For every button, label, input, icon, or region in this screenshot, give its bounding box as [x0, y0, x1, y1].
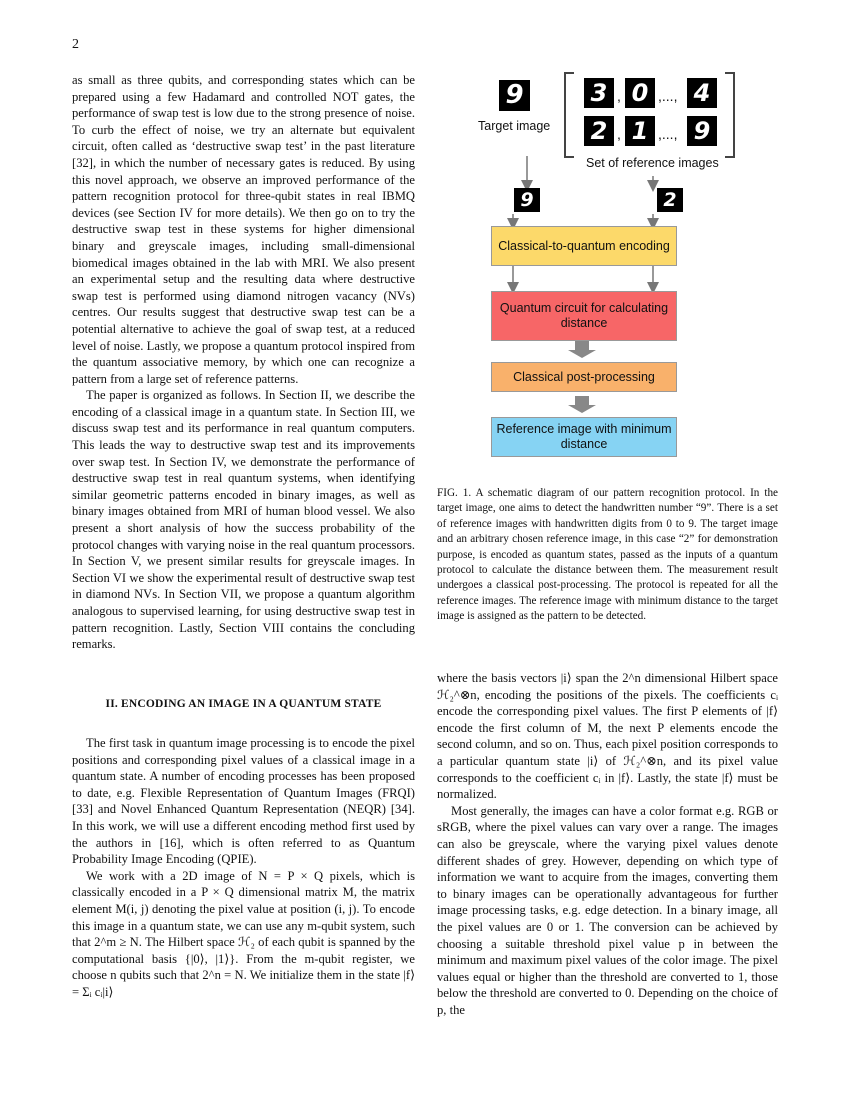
right-bracket	[725, 72, 735, 158]
reference-set-label: Set of reference images	[586, 156, 719, 170]
left-bracket	[564, 72, 574, 158]
figure-1-diagram	[437, 66, 778, 476]
figure-caption: FIG. 1. A schematic diagram of our pattern recognition protocol. In the target image, one aims to detect the handwritten number “9”. There is a set of reference images with handwritten digits from 0 to 9. The target image and an arbitrary chosen reference image, in this case “2” for demonstration purpose, is encoded as quantum states, passed as the inputs of a quantum protocol to calculate the distance between them. The measurement result undergoes a classical post-processing. The protocol is repeated for all the reference images. The reference image with minimum distance to the target image is assigned as the pattern to be detected.	[437, 487, 778, 623]
quantum-circuit-box: Quantum circuit for calculating distance	[491, 291, 677, 341]
input-digit-reference: 2	[657, 188, 683, 212]
input-digit-target: 9	[514, 188, 540, 212]
reference-digit-1: 1	[625, 116, 655, 146]
page-number: 2	[72, 37, 79, 52]
separator-comma: ,	[617, 126, 621, 142]
target-digit-image: 9	[499, 80, 530, 111]
left-column-intro	[72, 72, 415, 653]
block-arrow-2	[568, 396, 596, 413]
result-box: Reference image with minimum distance	[491, 417, 677, 457]
target-image-label: Target image	[478, 119, 551, 133]
reference-digit-2: 2	[584, 116, 614, 146]
reference-digit-4: 4	[687, 78, 717, 108]
right-column-encoding	[437, 670, 778, 1018]
encoding-box: Classical-to-quantum encoding	[491, 226, 677, 266]
encoding-paragraph-1: The first task in quantum image processing is to encode the pixel positions and corresponding pixel values of a classical image in a quantum state. A number of encoding processes has been proposed to date, e.g. Flexible Representation of Quantum Images (FRQI) [33] and Novel Enhanced Quantum Representation (NEQR) [34]. In this work, we will use a different encoding method first used by the authors in [16], which is often referred to as Quantum Probability Image Encoding (QPIE).	[72, 736, 415, 867]
encoding-paragraph-2: We work with a 2D image of N = P × Q pixels, which is classically encoded in a P × Q dimensional matrix M, the matrix element M(i, j) denoting the pixel value at position (i, j). To encode this image in a quantum state, we can use any m-qubit system, such that 2^m ≥ N. The Hilbert space ℋ₂ of each qubit is spanned by the computational basis {|0⟩, |1⟩}. From the m-qubit register, we choose n qubits such that 2^n = N. We initialize them in the state |f⟩ = Σᵢ cᵢ|i⟩	[72, 868, 415, 999]
section-heading: II. ENCODING AN IMAGE IN A QUANTUM STATE	[105, 698, 382, 710]
block-arrow-1	[568, 340, 596, 358]
separator-comma: ,	[617, 88, 621, 104]
post-processing-box: Classical post-processing	[491, 362, 677, 392]
organization-paragraph: The paper is organized as follows. In Section II, we describe the encoding of a classical image in a quantum state. In Section III, we discuss swap test and its performance in real quantum computers. This leads the way to destructive swap test and its improvements over swap test. In Section IV, we demonstrate the performance of destructive swap test in real quantum systems, when identifying similar geometric patterns encoded in binary images, as well as binary images obtained from MRI of human blood vessel. We also present a short analysis of how the success probability of the protocol changes with varying noise in the real quantum processors. In Section V, we present similar results for greyscale images. In Section VI we show the experimental result of destructive swap test in diamond NVs. In Section VII, we propose a quantum algorithm analogous to supervised learning, for using destructive swap test in pattern recognition. Lastly, Section VIII contains the concluding remarks.	[72, 388, 415, 652]
basis-paragraph: where the basis vectors |i⟩ span the 2^n dimensional Hilbert space ℋ₂^⊗n, encoding the positions of the pixels. The coefficients cᵢ encode the corresponding pixel values. The first P elements of |f⟩ encode the first column of M, the next P elements encode the second column, and so on. Thus, each pixel position corresponds to a particular quantum state |i⟩ of ℋ₂^⊗n, and its pixel value corresponds to the coefficient cᵢ in |f⟩. Lastly, the state |f⟩ must be normalized.	[437, 671, 778, 802]
separator-ellipsis: ,...,	[658, 88, 678, 104]
intro-paragraph: as small as three qubits, and corresponding states which can be prepared using a few Hadamard and controlled NOT gates, the performance of swap test is low due to the strong presence of noise. To curb the effect of noise, we try an alternate but equivalent circuit, often called as ‘destructive swap test’ in the past literature [32], in which the number of necessary gates is reduced. By using this novel approach, we observe an improved performance of the pattern recognition protocol for three-qubit states in real IBMQ devices (see Section IV for more details). We then go on to try the destructive swap test in these systems for higher dimensional binary and greyscale images, including small-dimensional biomedical images obtained in the lab with MRI. We also present an experimental setup and the resulting data where destructive swap test is performed using diamond nitrogen vacancy (NVs) centres. Our results suggest that destructive swap test can be a potential alternative to achieve the goal of swap test, at a reduced level of noise. Lastly, we propose a quantum protocol inspired from the quantum associative memory, by which one can recognize a pattern from a large set of reference patterns.	[72, 73, 415, 386]
reference-digit-9: 9	[687, 116, 717, 146]
separator-ellipsis: ,...,	[658, 126, 678, 142]
reference-digit-0: 0	[625, 78, 655, 108]
reference-digit-3: 3	[584, 78, 614, 108]
left-column-encoding	[72, 735, 415, 1001]
binary-paragraph: Most generally, the images can have a color format e.g. RGB or sRGB, where the pixel values can vary over a range. The images can also be greyscale, where the varying pixel values denote different shades of grey. However, depending on which type of information we want to acquire from the images, converting them to binary images can be operationally advantageous for further image processing tasks, e.g. edge detection. In a binary image, all the pixel values are 0 or 1. The conversion can be achieved by choosing a suitable threshold pixel value p in between the minimum and maximum pixel values of the color image. The pixel values equal or higher than the threshold are converted to 1, those below the threshold are converted to 0. Depending on the choice of p, the	[437, 803, 778, 1017]
